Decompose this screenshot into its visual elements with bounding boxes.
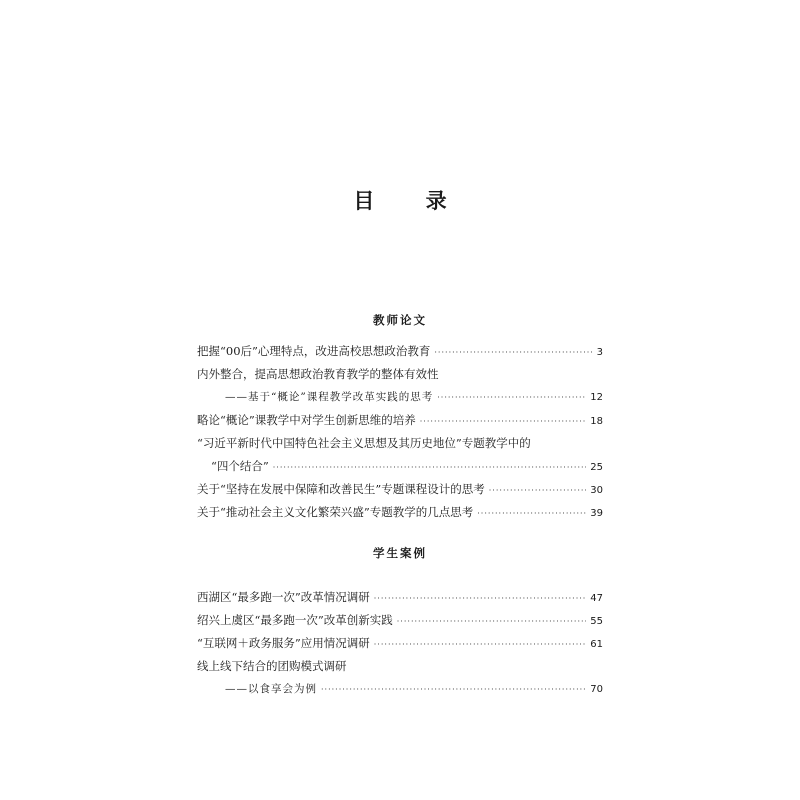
dot-leader xyxy=(374,594,587,603)
toc-entry-title: “习近平新时代中国特色社会主义思想及其历史地位”专题教学中的 xyxy=(197,436,531,450)
toc-entry-title: 西湖区“最多跑一次”改革情况调研 xyxy=(197,590,370,604)
dot-leader xyxy=(374,640,587,649)
toc-entry[interactable] xyxy=(197,412,603,435)
toc-entry-title: 略论“概论”课教学中对学生创新思维的培养 xyxy=(197,413,416,427)
toc-entry[interactable] xyxy=(197,343,603,366)
toc-entry-subtitle[interactable] xyxy=(197,389,603,412)
toc-entry-title: ——以食享会为例 xyxy=(225,683,317,695)
toc-entry-title: 把握“00后”心理特点，改进高校思想政治教育 xyxy=(197,344,431,358)
toc-entry-page: 18 xyxy=(590,416,603,427)
dot-leader xyxy=(434,348,592,357)
toc-entry-page: 30 xyxy=(590,485,603,496)
toc-entry[interactable] xyxy=(197,589,603,612)
dot-leader xyxy=(437,393,586,402)
toc-entry-title: 绍兴上虞区“最多跑一次”改革创新实践 xyxy=(197,613,393,627)
toc-entry-page: 70 xyxy=(590,684,603,695)
page-title: 目 录 xyxy=(353,188,469,213)
dot-leader xyxy=(321,685,586,694)
toc-entry[interactable] xyxy=(197,481,603,504)
dot-leader xyxy=(273,463,587,472)
toc-student-cases xyxy=(197,589,603,704)
toc-entry-page: 12 xyxy=(590,392,603,403)
toc-entry[interactable] xyxy=(197,366,603,389)
toc-entry-title: 内外整合，提高思想政治教育教学的整体有效性 xyxy=(197,367,439,381)
dot-leader xyxy=(420,417,587,426)
toc-entry-page: 55 xyxy=(590,616,603,627)
toc-entry-subtitle[interactable] xyxy=(197,681,603,704)
toc-teacher-papers xyxy=(197,343,603,527)
toc-entry[interactable] xyxy=(197,635,603,658)
toc-entry[interactable] xyxy=(197,612,603,635)
toc-entry-title: “四个结合” xyxy=(211,459,269,473)
toc-entry-title: 关于“坚持在发展中保障和改善民生”专题课程设计的思考 xyxy=(197,482,485,496)
toc-entry[interactable] xyxy=(197,504,603,527)
toc-entry-title: “互联网＋政务服务”应用情况调研 xyxy=(197,636,370,650)
toc-entry-page: 25 xyxy=(590,462,603,473)
section-heading-teacher-papers: 教师论文 xyxy=(373,313,427,327)
dot-leader xyxy=(477,509,586,518)
toc-entry-title: 线上线下结合的团购模式调研 xyxy=(197,659,347,673)
toc-entry-title: ——基于“概论”课程教学改革实践的思考 xyxy=(225,391,434,403)
toc-entry-page: 39 xyxy=(590,508,603,519)
toc-entry[interactable] xyxy=(197,658,603,681)
toc-entry-page: 47 xyxy=(590,593,603,604)
toc-entry[interactable] xyxy=(197,435,603,458)
dot-leader xyxy=(489,486,587,495)
toc-entry-page: 3 xyxy=(596,347,603,358)
section-heading-student-cases: 学生案例 xyxy=(373,546,427,560)
toc-entry-title: 关于“推动社会主义文化繁荣兴盛”专题教学的几点思考 xyxy=(197,505,474,519)
toc-entry-continuation[interactable] xyxy=(197,458,603,481)
dot-leader xyxy=(397,617,587,626)
toc-entry-page: 61 xyxy=(590,639,603,650)
